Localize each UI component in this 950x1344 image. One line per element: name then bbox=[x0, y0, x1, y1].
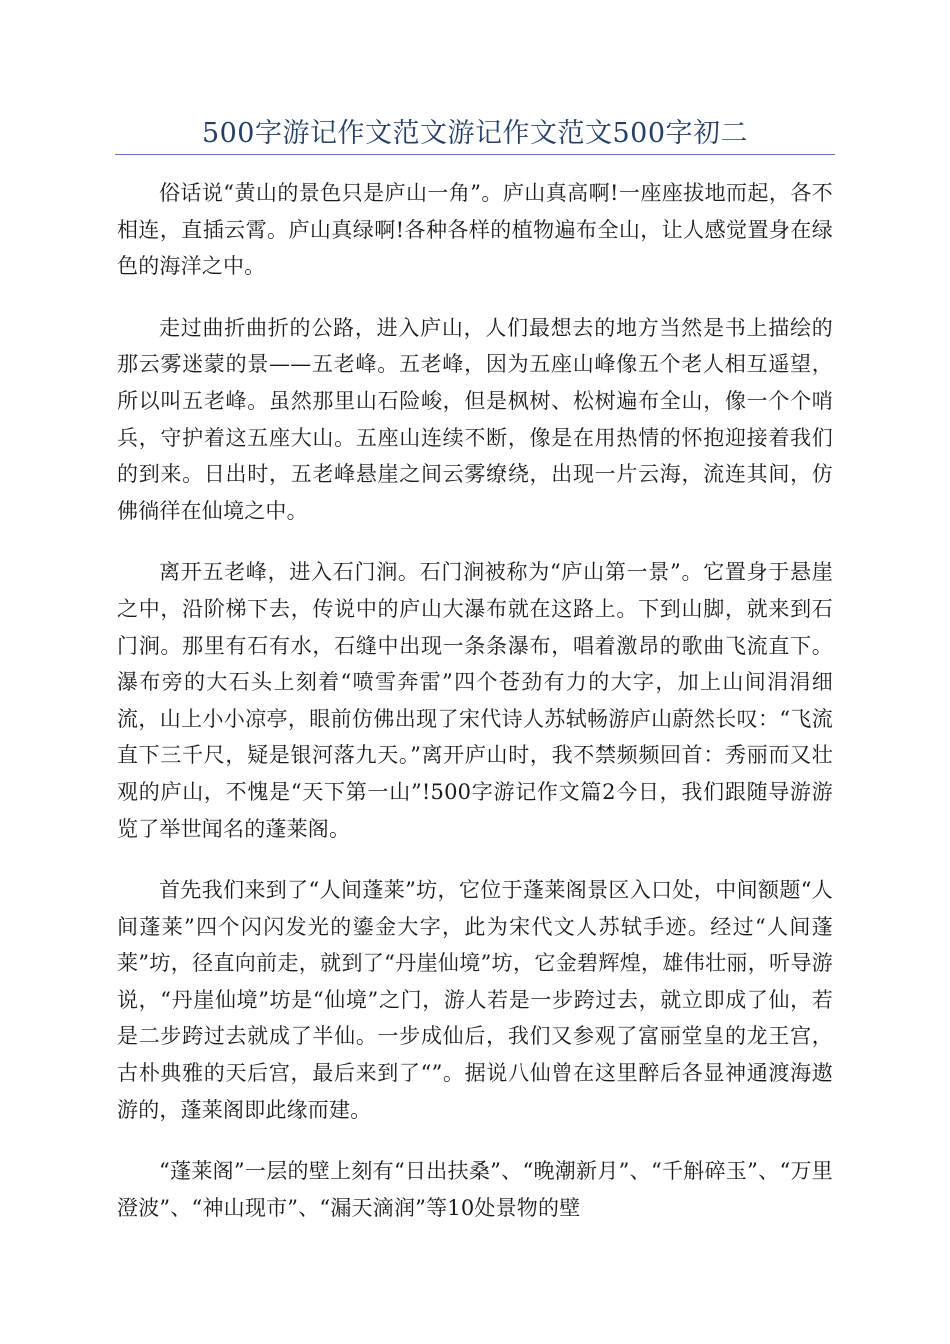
document-title: 500字游记作文范文游记作文范文500字初二 bbox=[201, 118, 749, 149]
paragraph-4: 首先我们来到了“人间蓬莱”坊，它位于蓬莱阁景区入口处，中间额题“人间蓬莱”四个闪闪发光的鎏金大字，此为宋代文人苏轼手迹。经过“人间蓬莱”坊，径直向前走，就到了“丹崖仙境”坊，它金碧辉煌，雄伟壮丽，听导游说，“丹崖仙境”坊是“仙境”之门，游人若是一步跨过去，就立即成了仙，若是二步跨过去就成了半仙。一步成仙后，我们又参观了富丽堂皇的龙王宫，古朴典雅的天后宫，最后来到了“”。据说八仙曾在这里醉后各显神通渡海遨游的，蓬莱阁即此缘而建。 bbox=[117, 878, 833, 1122]
paragraph-2: 走过曲折曲折的公路，进入庐山，人们最想去的地方当然是书上描绘的那云雾迷蒙的景——五老峰。五老峰，因为五座山峰像五个老人相互遥望，所以叫五老峰。虽然那里山石险峻，但是枫树、松树遍布全山，像一个个哨兵，守护着这五座大山。五座山连续不断，像是在用热情的怀抱迎接着我们的到来。日出时，五老峰悬崖之间云雾缭绕，出现一片云海，流连其间，仿佛徜徉在仙境之中。 bbox=[117, 315, 833, 523]
paragraph-3: 离开五老峰，进入石门涧。石门涧被称为“庐山第一景”。它置身于悬崖之中，沿阶梯下去，传说中的庐山大瀑布就在这路上。下到山脚，就来到石门涧。那里有石有水，石缝中出现一条条瀑布，唱着激昂的歌曲飞流直下。瀑布旁的大石头上刻着“喷雪奔雷”四个苍劲有力的大字，加上山间涓涓细流，山上小小凉亭，眼前仿佛出现了宋代诗人苏轼畅游庐山蔚然长叹：“飞流直下三千尺，疑是银河落九天。”离开庐山时，我不禁频频回首：秀丽而又壮观的庐山，不愧是“天下第一山”!500字游记作文篇2今日，我们跟随导游游览了举世闻名的蓬莱阁。 bbox=[117, 560, 833, 841]
title-underline bbox=[115, 154, 835, 155]
paragraph-5: “蓬莱阁”一层的壁上刻有“日出扶桑”、“晚潮新月”、“千斛碎玉”、“万里澄波”、“神山现市”、“漏天滴润”等10处景物的壁 bbox=[117, 1159, 833, 1220]
paragraph-1: 俗话说“黄山的景色只是庐山一角”。庐山真高啊!一座座拔地而起，各不相连，直插云霄。庐山真绿啊!各种各样的植物遍布全山，让人感觉置身在绿色的海洋之中。 bbox=[117, 181, 833, 279]
document-body bbox=[117, 175, 833, 1251]
